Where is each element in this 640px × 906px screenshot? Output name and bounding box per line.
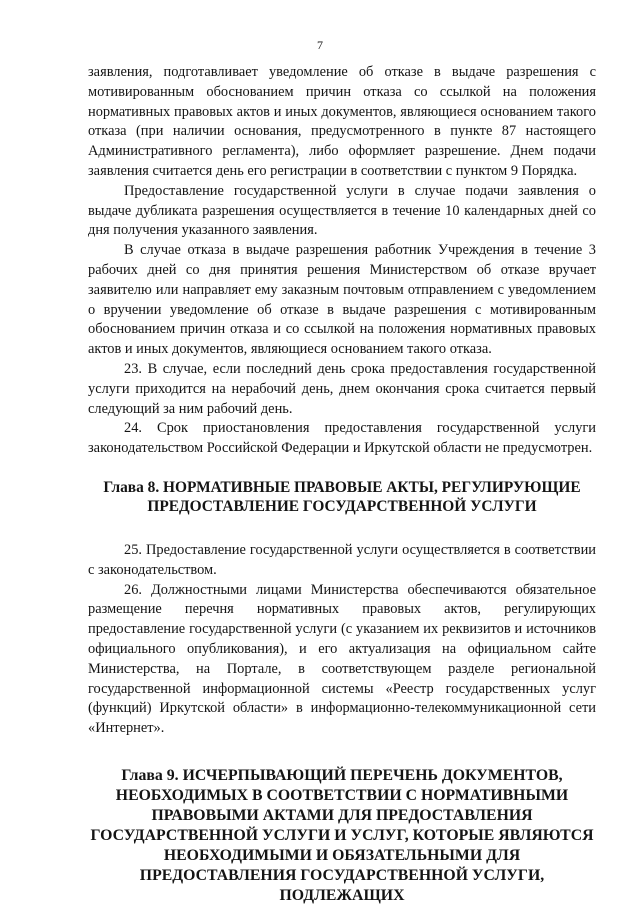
paragraph-continuation: заявления, подготавливает уведомление об отказе в выдаче разрешения с мотивированным обоснованием причин отказа со ссылкой на положения нормативных правовых актов и иных документов, являющиеся основанием такого отказа (при наличии основания, предусмотренного в пункте 87 настоящего Административного регламента), либо оформляет разрешение. Днем подачи заявления считается день его регистрации в соответствии с пунктом 9 Порядка.	[88, 64, 596, 179]
chapter-9-heading: Глава 9. ИСЧЕРПЫВАЮЩИЙ ПЕРЕЧЕНЬ ДОКУМЕНТОВ, НЕОБХОДИМЫХ В СООТВЕТСТВИИ С НОРМАТИВНЫМИ ПРАВОВЫМИ АКТАМИ ДЛЯ ПРЕДОСТАВЛЕНИЯ ГОСУДАРСТВЕННОЙ УСЛУГИ И УСЛУГ, КОТОРЫЕ ЯВЛЯЮТСЯ НЕОБХОДИМЫМИ И ОБЯЗАТЕЛЬНЫМИ ДЛЯ ПРЕДОСТАВЛЕНИЯ ГОСУДАРСТВЕННОЙ УСЛУГИ, ПОДЛЕЖАЩИХ	[90, 766, 594, 904]
paragraph-26: 26. Должностными лицами Министерства обеспечиваются обязательное размещение перечня нормативных правовых актов, регулирующих предоставление государственной услуги (с указанием их реквизитов и источников официального опубликования), и его актуализация на официальном сайте Министерства, на Портале, в соответствующем разделе региональной государственной информационной системы «Реестр государственных услуг (функций) Иркутской области» в информационно-телекоммуникационной сети «Интернет».	[88, 581, 596, 737]
document-body	[88, 63, 596, 906]
paragraph-25: 25. Предоставление государственной услуги осуществляется в соответствии с законодательством.	[88, 541, 596, 578]
paragraph-23: 23. В случае, если последний день срока предоставления государственной услуги приходится на нерабочий день, днем окончания срока считается первый следующий за ним рабочий день.	[88, 360, 596, 417]
page-number: 7	[317, 38, 323, 52]
paragraph-refusal-notice: В случае отказа в выдаче разрешения работник Учреждения в течение 3 рабочих дней со дня принятия решения Министерством об отказе вручает заявителю или направляет ему заказным почтовым отправлением с уведомлением о вручении уведомление об отказе в выдаче разрешения с мотивированным обоснованием причин отказа и со ссылкой на положения нормативных правовых актов и иных документов, являющиеся основанием такого отказа.	[88, 242, 596, 358]
paragraph-duplicate-permit: Предоставление государственной услуги в случае подачи заявления о выдаче дубликата разрешения осуществляется в течение 10 календарных дней со дня получения указанного заявления.	[88, 182, 596, 239]
chapter-8-heading: Глава 8. НОРМАТИВНЫЕ ПРАВОВЫЕ АКТЫ, РЕГУЛИРУЮЩИЕ ПРЕДОСТАВЛЕНИЕ ГОСУДАРСТВЕННОЙ УСЛУГИ	[103, 478, 581, 516]
paragraph-24: 24. Срок приостановления предоставления государственной услуги законодательством Российской Федерации и Иркутской области не предусмотрен.	[88, 420, 596, 457]
